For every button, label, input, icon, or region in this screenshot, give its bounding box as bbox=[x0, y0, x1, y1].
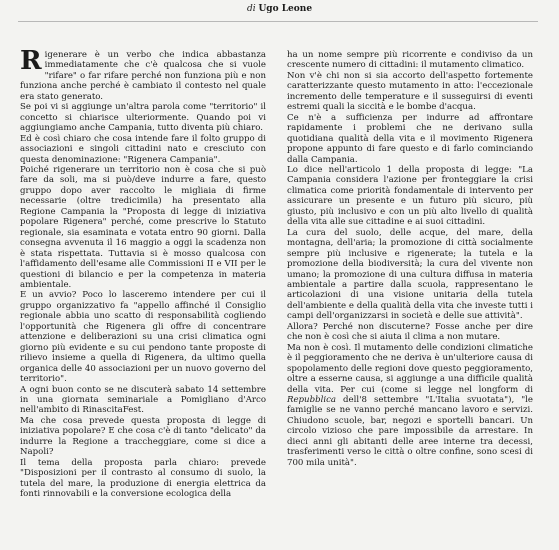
byline-prefix: di bbox=[246, 4, 256, 14]
paragraph: Ed è così chiaro che cosa intende fare il folto gruppo di associazioni e singoli cittadini nato e cresciuto con questa denominazione: "Rigenera Campania". bbox=[20, 133, 266, 165]
drop-cap: R bbox=[20, 46, 42, 76]
paragraph: Lo dice nell'articolo 1 della proposta di legge: "La Campania considera l'azione per fronteggiare la crisi climatica come priorità fondamentale di intervento per assicurare un presente e un futuro più sicuro, più giusto, più inclusivo e con un più alto livello di qualità della vita alle sue cittadine e ai suoi cittadini. bbox=[287, 164, 533, 228]
paragraph: E un avvio? Poco lo lasceremo intendere per cui il gruppo organizzativo fa "appello affinché il Consiglio regionale abbia uno scatto di responsabilità cogliendo l'opportunità che Rigenera gli offre di concentrare attenzione e deliberazioni su una crisi climatica ogni giorno più evidente e su cui pendono tante proposte di rilievo insieme a quella di Rigenera, da ultimo quella organica delle 40 associazioni per un nuovo governo del territorio". bbox=[20, 290, 266, 385]
paragraph: Ma non è così. Il mutamento delle condizioni climatiche è il peggioramento che ne deriva è un'ulteriore causa di spopolamento delle regioni dove questo peggioramento, oltre a esserne causa, si aggiunge a una difficile qualità della vita. Per cui (come si legge nel longform di Repubblica dell'8 settembre "L'Italia svuotata"), "le famiglie se ne vanno perché mancano lavoro e servizi. Chiudono scuole, bar, negozi e sportelli bancari. Un circolo vizioso che pare impossibile da arrestare. In dieci anni gli abitanti delle aree interne tra decessi, trasferimenti verso le città o oltre confine, sono scesi di 700 mila unità". bbox=[287, 342, 533, 468]
paragraph: Il tema della proposta parla chiaro: prevede "Disposizioni per il contrasto al consumo di suolo, la tutela del mare, la produzione di energia elettrica da fonti rinnovabili e la conversione ecologica della bbox=[20, 457, 266, 500]
paragraph: Poiché rigenerare un territorio non è cosa che si può fare da soli, ma si può/deve indurre a fare, questo gruppo dopo aver raccolto le migliaia di firme necessarie (oltre tredicimila) ha presentato alla Regione Campania la "Proposta di legge di iniziativa popolare Rigenera" perché, come prescrive lo Statuto regionale, sia esaminata e votata entro 90 giorni. Dalla consegna avvenuta il 16 maggio a oggi la scadenza non è stata rispettata. Tuttavia si è mosso qualcosa con l'affidamento dell'esame alle Commissioni II e VII per le questioni di bilancio e per la competenza in materia ambientale. bbox=[20, 164, 266, 290]
header-rule bbox=[18, 21, 538, 22]
paragraph: ha un nome sempre più ricorrente e condiviso da un crescente numero di cittadini: il mutamento climatico. bbox=[287, 50, 533, 71]
paragraph: Ce n'è a sufficienza per indurre ad affrontare rapidamente i problemi che ne derivano sulla quotidiana qualità della vita e il movimento Rigenera propone appunto di fare questo e di farlo cominciando dalla Campania. bbox=[287, 112, 533, 165]
paragraph: La cura del suolo, delle acque, del mare, della montagna, dell'aria; la promozione di città socialmente sempre più inclusive e rigenerate; la tutela e la promozione della biodiversità; la cura del vivente non umano; la promozione di una cultura diffusa in materia ambientale a partire dalla scuola, rappresentano le articolazioni di una visione unitaria della tutela dell'ambiente e della qualità della vita che investe tutti i campi dell'organizzarsi in società e delle sue attività". bbox=[287, 227, 533, 322]
byline-author: Ugo Leone bbox=[258, 4, 313, 14]
byline bbox=[0, 4, 559, 14]
right-column bbox=[287, 50, 533, 468]
paragraph: A ogni buon conto se ne discuterà sabato 14 settembre in una giornata seminariale a Pomigliano d'Arco nell'ambito di RinascitaFest. bbox=[20, 384, 266, 416]
paragraph: Ma che cosa prevede questa proposta di legge di iniziativa popolare? E che cosa c'è di tanto "delicato" da indurre la Regione a traccheggiare, come si dice a Napoli? bbox=[20, 415, 266, 458]
paragraph: Non v'è chi non si sia accorto dell'aspetto fortemente caratterizzante questo mutamento in atto: l'eccezionale incremento delle temperature e il susseguirsi di eventi estremi quali la siccità e le bombe d'acqua. bbox=[287, 70, 533, 113]
paragraph: Allora? Perché non discuterne? Fosse anche per dire che non è così che si aiuta il clima a non mutare. bbox=[287, 321, 533, 343]
paragraph: Se poi vi si aggiunge un'altra parola come "territorio" il concetto si chiarisce ulteriormente. Quando poi vi aggiungiamo anche Campania, tutto diventa più chiaro. bbox=[20, 102, 266, 134]
left-column bbox=[20, 46, 266, 500]
newspaper-name: Repubblica bbox=[287, 394, 337, 405]
paragraph: Rigenerare è un verbo che indica abbastanza immediatamente che c'è qualcosa che si vuole "rifare" o far rifare perché non funziona più e non funziona anche perché è cambiato il contesto nel quale era stato generato. bbox=[20, 46, 266, 102]
